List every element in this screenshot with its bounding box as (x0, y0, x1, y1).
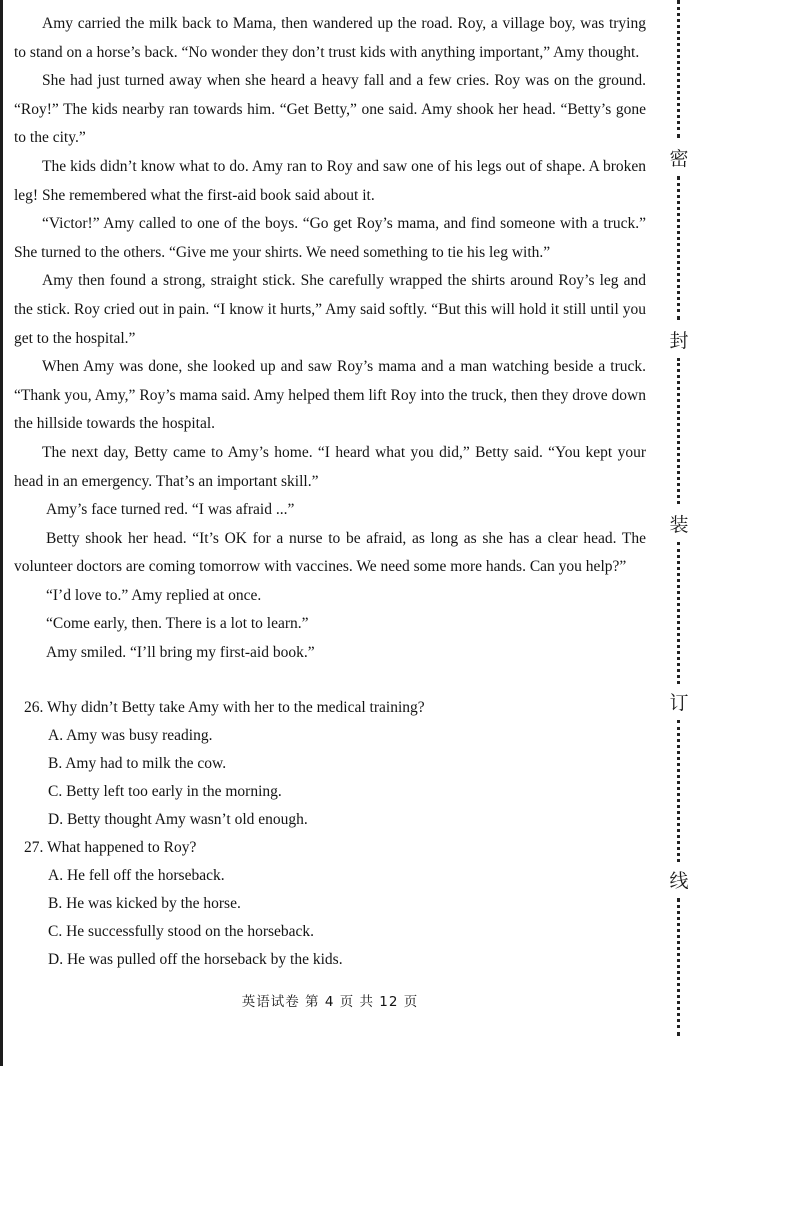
dotted-line-segment (677, 542, 680, 684)
answer-option-b: B. Amy had to milk the cow. (48, 755, 227, 772)
dotted-line-segment (677, 358, 680, 504)
reading-passage (14, 10, 646, 668)
answer-option-d: D. He was pulled off the horseback by the kids. (48, 951, 343, 968)
binding-seal-line (664, 0, 694, 1040)
answer-option-c: C. He successfully stood on the horseback. (48, 923, 315, 940)
binding-char-feng: 封 (669, 330, 689, 352)
passage-paragraph-12: Amy smiled. “I’ll bring my first-aid book.” (46, 644, 315, 662)
binding-char-mi: 密 (669, 148, 689, 170)
dotted-line-segment (677, 0, 680, 138)
question-stem: 26. Why didn’t Betty take Amy with her to the medical training? (24, 699, 425, 716)
passage-paragraph-4: “Victor!” Amy called to one of the boys. “Go get Roy’s mama, and find someone with a truck.” She turned to the others. “Give me your shirts. We need something to tie his leg with.” (14, 215, 646, 261)
answer-option-c: C. Betty left too early in the morning. (48, 783, 282, 800)
dotted-line-segment (677, 176, 680, 320)
question-26 (24, 694, 644, 834)
binding-char-ding: 订 (669, 692, 689, 714)
passage-paragraph-2: She had just turned away when she heard a heavy fall and a few cries. Roy was on the ground. “Roy!” The kids nearby ran towards him. “Get Betty,” one said. Amy shook her head. “Betty’s gone to the city.” (14, 72, 646, 147)
passage-paragraph-5: Amy then found a strong, straight stick. She carefully wrapped the shirts around Roy’s leg and the stick. Roy cried out in pain. “I know it hurts,” Amy said softly. “But this will hold it still until you get to the hospital.” (14, 272, 646, 347)
passage-paragraph-9: Betty shook her head. “It’s OK for a nurse to be afraid, as long as she has a clear head. The volunteer doctors are coming tomorrow with vaccines. We need some more hands. Can you help?” (14, 529, 646, 576)
answer-option-a: A. He fell off the horseback. (48, 867, 225, 884)
passage-paragraph-7: The next day, Betty came to Amy’s home. “I heard what you did,” Betty said. “You kept your head in an emergency. That’s an important skill.” (14, 443, 646, 490)
question-27 (24, 834, 644, 974)
passage-paragraph-8: Amy’s face turned red. “I was afraid ...” (46, 501, 295, 519)
page-footer: 英语试卷 第 4 页 共 12 页 (241, 994, 419, 1010)
answer-option-d: D. Betty thought Amy wasn’t old enough. (48, 811, 308, 828)
question-stem: 27. What happened to Roy? (24, 839, 197, 856)
passage-paragraph-3: The kids didn’t know what to do. Amy ran to Roy and saw one of his legs out of shape. A broken leg! She remembered what the first-aid book said about it. (14, 157, 646, 204)
binding-char-zhuang: 装 (669, 514, 689, 536)
page-edge-rule (0, 0, 3, 1066)
passage-paragraph-6: When Amy was done, she looked up and saw Roy’s mama and a man watching beside a truck. “Thank you, Amy,” Roy’s mama said. Amy helped them lift Roy into the truck, then they drove down the hillside towards the hospital. (14, 358, 646, 433)
answer-option-b: B. He was kicked by the horse. (48, 895, 241, 912)
passage-paragraph-10: “I’d love to.” Amy replied at once. (46, 586, 262, 604)
binding-char-xian: 线 (669, 870, 689, 892)
passage-paragraph-1: Amy carried the milk back to Mama, then wandered up the road. Roy, a village boy, was trying to stand on a horse’s back. “No wonder they don’t trust kids with anything important,” Amy thought. (14, 15, 646, 61)
dotted-line-segment (677, 898, 680, 1036)
dotted-line-segment (677, 720, 680, 862)
answer-option-a: A. Amy was busy reading. (48, 727, 213, 744)
passage-paragraph-11: “Come early, then. There is a lot to learn.” (46, 615, 309, 633)
question-list (24, 694, 644, 974)
